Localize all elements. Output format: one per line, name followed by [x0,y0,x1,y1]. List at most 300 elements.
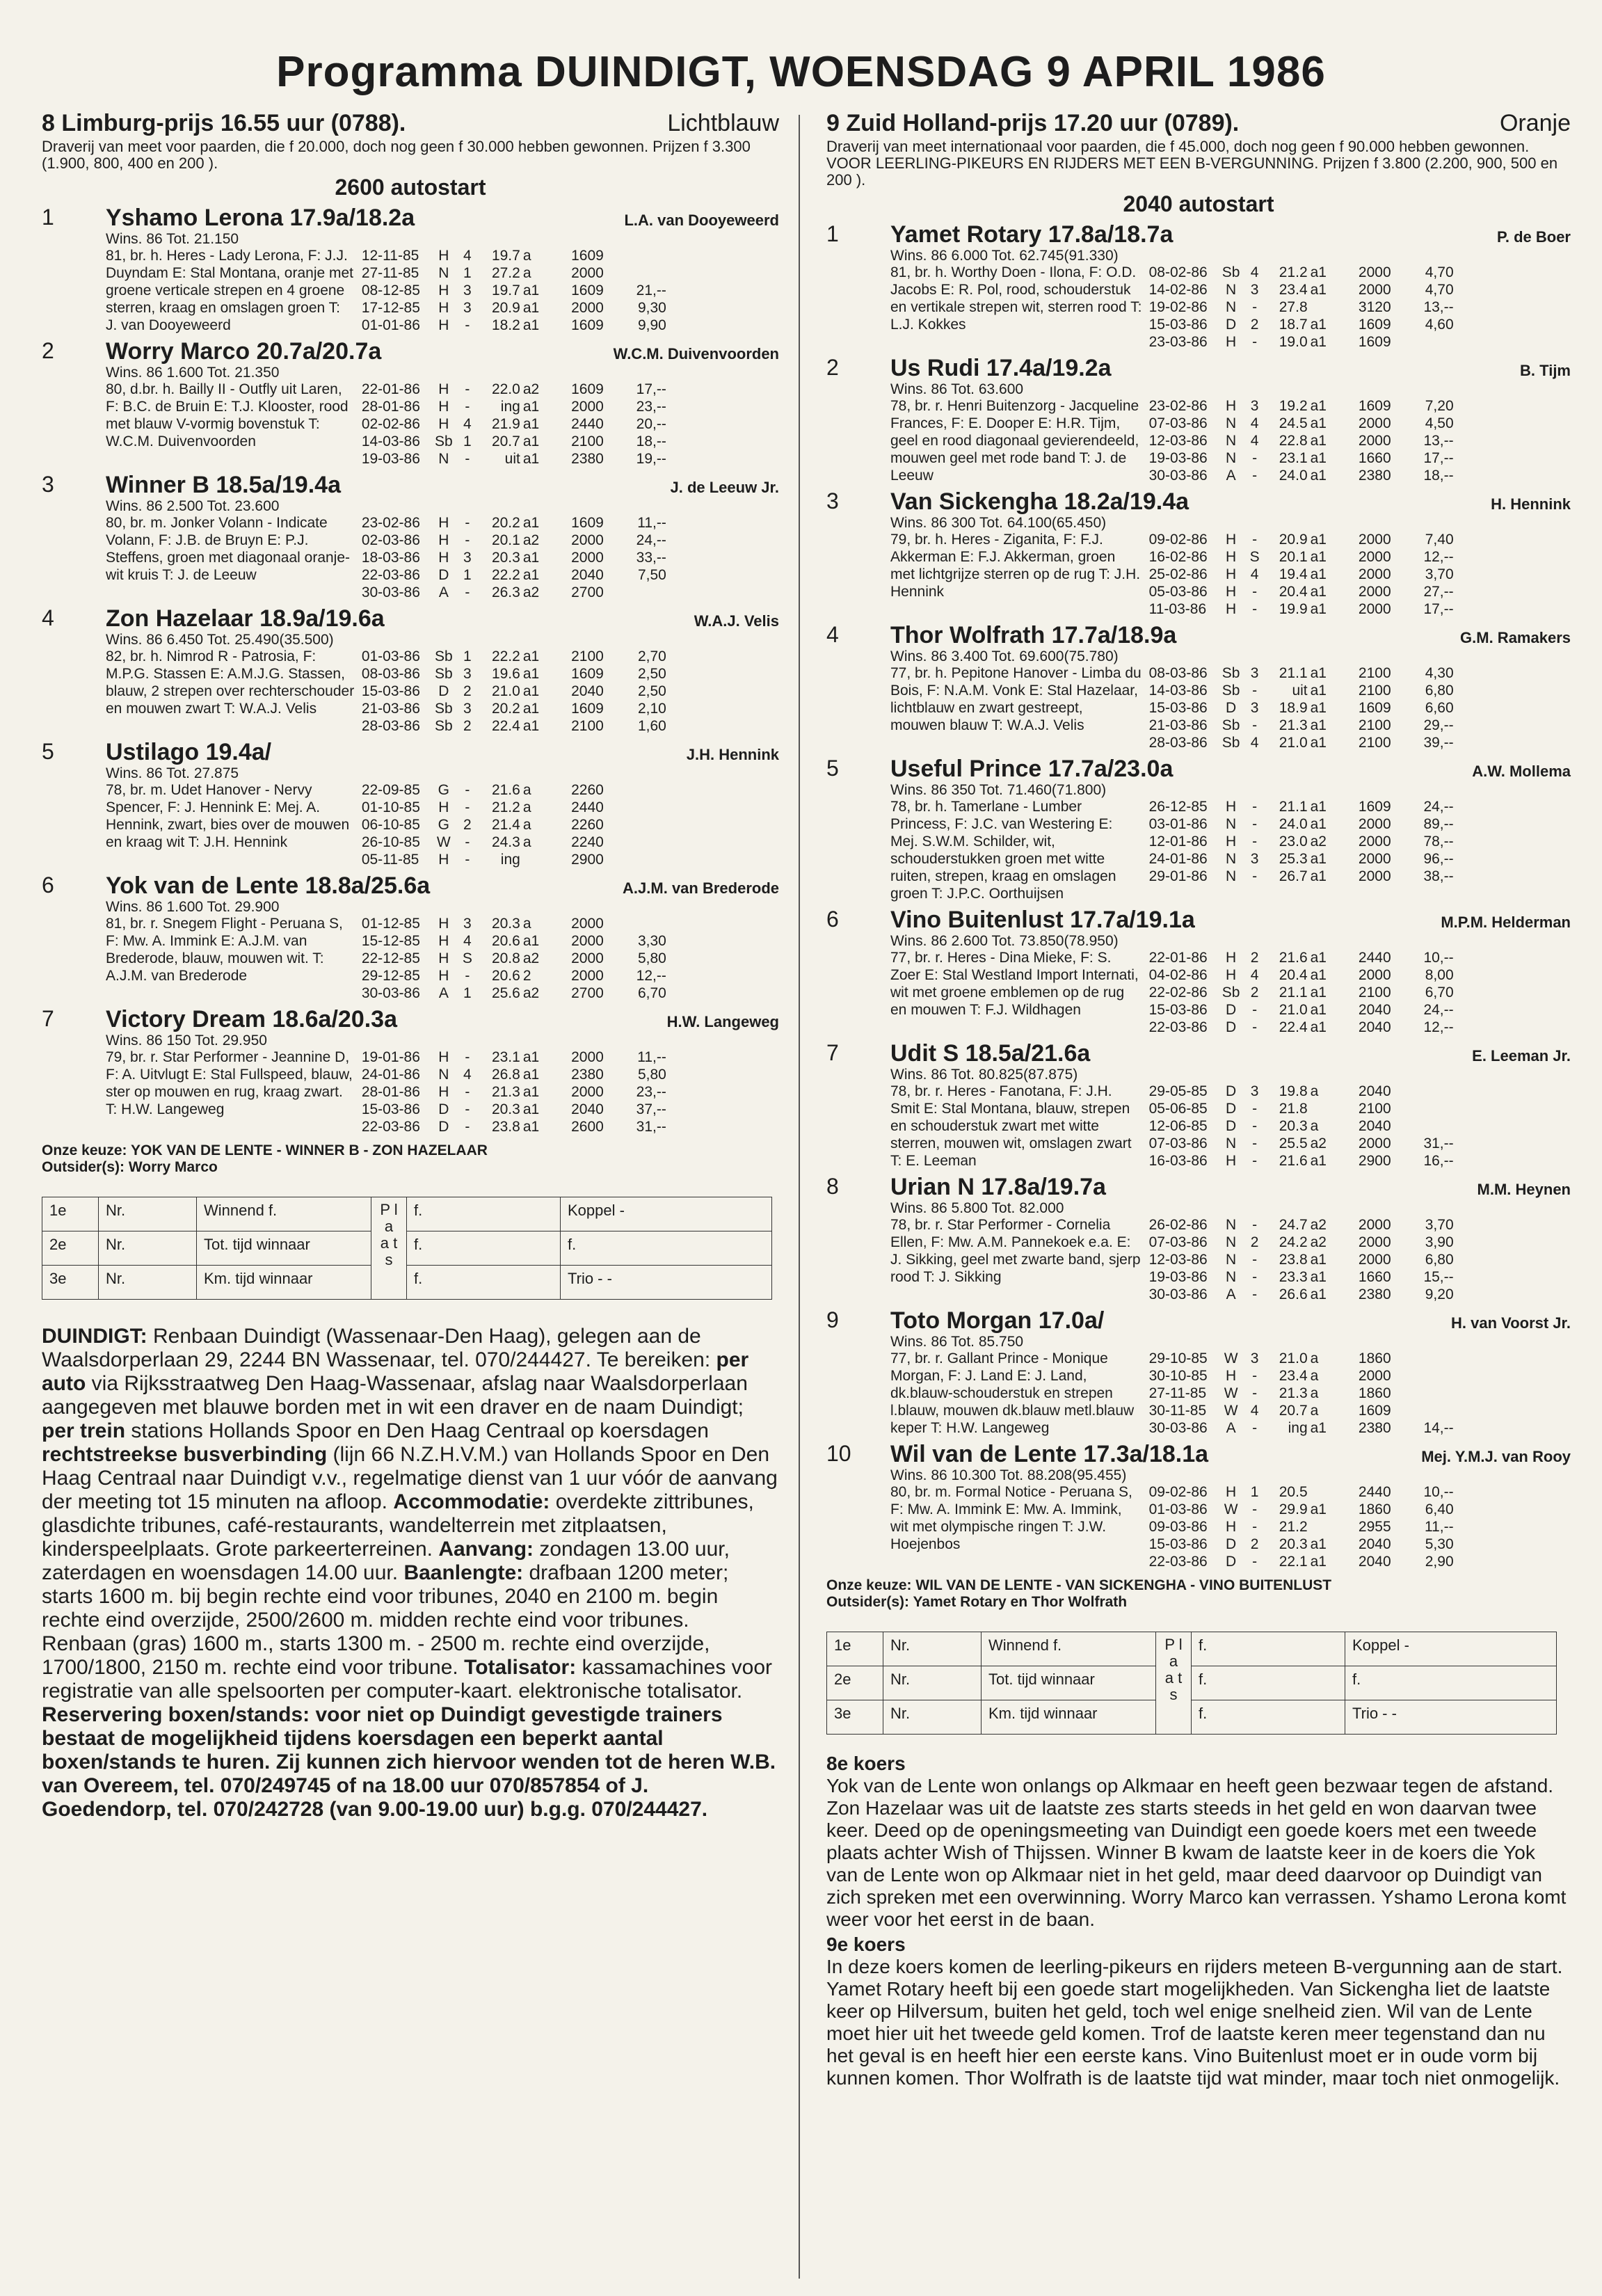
result-cell: D [438,1101,449,1117]
result-cell: 24-01-86 [361,1067,420,1083]
horse-trainer: M.M. Heynen [1477,1181,1571,1198]
result-cell: 22.0 [491,381,520,397]
cell-winner: Winnend f. [197,1197,371,1231]
horse-description: 78, br. r. Henri Buitenzorg - Jacqueline Frances, F: E. Dooper E: H.R. Tijm, geel en rood diagonaal gevierendeeld, mouwen geel met rode band T: J. de Leeuw [890,398,1139,484]
cell-number: Nr. [99,1197,197,1231]
result-cell: - [1252,799,1258,815]
our-choice: Onze keuze: WIL VAN DE LENTE - VAN SICKENGHA - VINO BUITENLUST [826,1577,1332,1593]
result-table [826,1632,1557,1735]
result-cell: D [1226,317,1237,333]
result-cell: 2040 [571,567,604,583]
result-cell: 27-11-85 [361,265,419,281]
result-cell: 17,-- [1423,601,1454,617]
result-cell: 26.8 [491,1067,520,1083]
horse-number: 6 [826,907,839,932]
result-cell: 21-03-86 [361,701,420,717]
race-color: Lichtblauw [667,110,779,136]
horse-top [890,1040,1571,1067]
result-cell: Sb [434,701,453,717]
result-cell [1308,1100,1336,1117]
result-cell: 2000 [1358,264,1391,280]
page-title: Programma DUINDIGT, WOENSDAG 9 APRIL 1986 [276,48,1326,96]
horse-description: 80, d.br. h. Bailly II - Outfly uit Laren, F: B.C. de Bruin E: T.J. Klooster, rood met blauw V-vormig bovenstuk T: W.C.M. Duivenvoorden [106,381,349,449]
result-cell: a1 [522,701,540,717]
result-cell: H [1226,967,1237,983]
horse-rows [890,664,1571,751]
result-cell: 1609 [1358,334,1391,350]
result-cell: H [438,799,449,815]
horse-results [1149,531,1571,618]
horse-results [1149,1350,1571,1437]
result-row [362,1049,779,1066]
result-cell: a2 [522,381,540,397]
result-row [1149,1117,1571,1135]
info-tot-label: Totalisator: [464,1656,577,1679]
result-cell: 1860 [1358,1385,1391,1401]
result-row [1149,1100,1571,1117]
result-row [1149,467,1571,484]
result-row [362,433,779,450]
result-cell: 4,60 [1425,317,1454,333]
result-cell: a1 [1310,1420,1327,1436]
result-cell: 2100 [571,648,604,664]
result-cell: 2,50 [637,683,666,699]
horse-top [890,355,1571,382]
result-cell: 1860 [1358,1501,1391,1517]
result-cell: 2380 [1358,1420,1391,1436]
result-row [362,932,779,950]
result-cell: N [1226,1234,1237,1250]
horse-winnings: Wins. 86 6.450 Tot. 25.490(35.500) [106,632,334,648]
result-cell: 6,60 [1425,700,1454,716]
result-cell: 22-12-85 [361,950,420,966]
result-cell: 04-02-86 [1148,967,1208,983]
result-cell [604,264,666,282]
result-cell: A [1226,1420,1236,1436]
result-cell: H [1226,799,1237,815]
result-cell: 13,-- [1423,299,1454,315]
result-cell: 5,30 [1425,1536,1454,1552]
result-cell: a [522,799,531,815]
result-row [1149,1419,1571,1437]
horse-name: Ustilago 19.4a/ [106,739,272,765]
result-cell: 09-03-86 [1148,1519,1208,1535]
result-cell: - [1252,1501,1258,1517]
result-cell: 1609 [571,701,604,717]
result-cell: 2040 [571,683,604,699]
horse-description: 82, br. h. Nimrod R - Patrosia, F: M.P.G. Stassen E: A.M.J.G. Stassen, blauw, 2 strepen over rechterschouder en mouwen zwart T: W.A.J. Velis [106,648,355,717]
result-cell: 2380 [571,1067,604,1083]
result-cell: - [465,968,470,984]
info-bus: (lijn 66 N.Z.H.V.M.) van Hollands Spoor en Den Haag Centraal naar Duindigt v.v., regelmatige dienst van 1 uur vóór de aanvang der meeting tot 15 minuten na afloop. [42,1443,778,1513]
result-cell: 24-01-86 [1148,851,1208,867]
result-cell: 4 [1250,735,1259,751]
result-cell: 2 [1250,984,1259,1000]
result-cell: 1609 [571,317,604,333]
result-cell: 08-02-86 [1148,264,1208,280]
horse-rows [890,1483,1571,1570]
left-column [42,110,779,1821]
result-cell: 2000 [1358,415,1391,431]
result-row [1149,1483,1571,1501]
result-cell: H [438,416,449,432]
horse-winnings: Wins. 86 Tot. 21.150 [106,231,239,247]
result-cell: 7,20 [1425,398,1454,414]
result-cell: 2000 [571,532,604,548]
result-cell: N [1226,282,1237,298]
result-cell: 22-01-86 [1148,950,1208,966]
result-cell: 01-03-86 [361,648,420,664]
result-cell: - [1252,532,1258,548]
horse-name: Useful Prince 17.7a/23.0a [890,756,1174,782]
result-cell: - [1252,1135,1258,1151]
result-cell: 15,-- [1423,1269,1454,1285]
result-cell: 2000 [1358,282,1391,298]
result-cell: 37,-- [636,1101,666,1117]
horse-description: 79, br. r. Star Performer - Jeannine D, F: A. Uitvlugt E: Stal Fullspeed, blauw, ster op mouwen en rug, kraag zwart. T: H.W. Langeweg [106,1049,353,1117]
result-cell: 29,-- [1423,717,1454,733]
result-cell: 24.2 [1279,1234,1308,1250]
result-cell: 2040 [1358,1536,1391,1552]
result-cell: H [1226,834,1237,850]
result-cell: N [1226,1217,1237,1233]
horse-trainer: H.W. Langeweg [666,1013,779,1030]
result-cell: a1 [1310,683,1327,699]
result-cell: a [1310,1368,1319,1384]
result-row [1149,1152,1571,1170]
result-cell: - [1252,1368,1258,1384]
result-cell: 01-01-86 [361,317,420,333]
result-cell: 2440 [1358,950,1391,966]
result-cell: 30-11-85 [1148,1403,1207,1419]
result-cell: H [438,399,449,415]
result-cell: - [1252,334,1258,350]
info-duindigt-label: DUINDIGT: [42,1325,147,1348]
result-cell: H [438,248,449,264]
result-cell: 1 [463,648,472,664]
horse-top [890,1307,1571,1334]
result-cell: 15-03-86 [361,1101,420,1117]
cell-number: Nr. [883,1632,982,1666]
result-table [42,1197,772,1300]
result-cell: - [1252,1019,1258,1035]
result-cell: 01-03-86 [1148,1501,1208,1517]
cell-koppel: f. [1345,1666,1557,1700]
result-cell: 19.2 [1279,398,1308,414]
result-cell: a1 [522,399,540,415]
result-cell: 15-03-86 [1148,1536,1208,1552]
horse-description: 78, br. r. Heres - Fanotana, F: J.H. Smit E: Stal Montana, blauw, strepen en schouderstuk zwart met witte sterren, mouwen wit, omslagen zwart T: E. Leeman [890,1083,1132,1169]
result-cell: H [1226,566,1237,582]
result-cell: D [438,683,449,699]
cell-position: 1e [42,1197,99,1231]
result-cell: 27,-- [1423,584,1454,600]
result-cell: N [1226,299,1237,315]
result-cell: 1609 [571,248,604,264]
result-row [1149,833,1571,850]
result-cell [520,851,548,868]
result-cell: 2 [1250,317,1259,333]
horse-top [890,1174,1571,1201]
result-cell: a1 [1310,398,1327,414]
result-cell: 12,-- [636,968,666,984]
result-row [362,1066,779,1083]
race-color: Oranje [1499,110,1571,136]
result-cell: a1 [1310,468,1327,484]
result-cell: 19-01-86 [361,1049,420,1065]
result-cell: 28-01-86 [361,1084,420,1100]
horse-description: 80, br. m. Formal Notice - Peruana S, F: Mw. A. Immink E: Mw. A. Immink, wit met olympische ringen T: J.W. Hoejenbos [890,1484,1132,1552]
result-row [362,665,779,683]
result-cell: 2040 [571,1101,604,1117]
result-cell: 24.3 [491,834,520,850]
horse-description: 77, br. h. Pepitone Hanover - Limba du Bois, F: N.A.M. Vonk E: Stal Hazelaar, lichtblauw en zwart gestreept, mouwen blauw T: W.A.J. Velis [890,665,1142,733]
cell-number: Nr. [883,1666,982,1700]
horse-rows [106,915,779,1002]
result-cell: 8,00 [1425,967,1454,983]
result-cell: 2700 [571,584,604,600]
result-cell: 3,90 [1425,1234,1454,1250]
cell-koppel: Trio - - [1345,1700,1557,1735]
result-cell: W [1224,1385,1238,1401]
horse-entry [826,622,1571,751]
result-cell: 3120 [1358,299,1391,315]
result-cell: 2000 [1358,851,1391,867]
result-cell: 33,-- [636,550,666,566]
result-cell: ing [500,399,520,415]
result-cell: 3 [463,916,472,932]
horse-top [106,872,779,900]
horse-number: 6 [42,872,54,898]
result-cell: 2440 [571,799,604,815]
horse-number: 1 [42,205,54,230]
result-cell: a1 [1310,665,1327,681]
horse-top [890,488,1571,516]
result-row [1149,682,1571,699]
horse-rows [890,1350,1571,1437]
result-cell: 19-03-86 [1148,1269,1208,1285]
result-row [362,816,779,834]
result-cell: 9,30 [637,300,666,316]
result-cell: a1 [1310,1501,1327,1517]
result-cell: 20.9 [491,300,520,316]
race-distance: 2040 autostart [1123,191,1274,216]
result-cell: 06-10-85 [361,817,420,833]
result-cell: 17,-- [636,381,666,397]
info-aanvang-label: Aanvang: [438,1538,534,1561]
result-cell: 5,80 [637,950,666,966]
race-header [826,110,1571,137]
result-cell: 20.5 [1279,1484,1308,1500]
result-cell: 22-01-86 [361,381,420,397]
horse-number: 8 [826,1174,839,1199]
result-cell: 01-12-85 [361,916,420,932]
result-cell: 2000 [1358,1252,1391,1268]
result-cell: a1 [1310,282,1327,298]
result-cell: - [1252,683,1258,699]
result-cell: 25.6 [491,985,520,1001]
horse-results [1149,664,1571,751]
result-row [362,566,779,584]
result-cell: 23.8 [491,1119,520,1135]
result-cell: a1 [522,317,540,333]
result-cell: 09-02-86 [1148,1484,1208,1500]
result-cell: - [465,515,470,531]
result-row [1149,333,1571,351]
horse-entry [42,605,779,735]
result-cell: a2 [522,950,540,966]
result-cell: 22.1 [1279,1554,1308,1570]
result-cell: 22.2 [491,648,520,664]
info-trein-label: per trein [42,1419,126,1442]
result-cell: 6,80 [1425,683,1454,699]
result-cell: 4 [1250,264,1259,280]
result-cell: 6,70 [1425,984,1454,1000]
result-cell: 2040 [1358,1083,1391,1099]
result-cell: 4 [1250,967,1259,983]
result-table-row [827,1666,1557,1700]
result-cell: 27.2 [491,265,520,281]
result-cell: 11,-- [637,515,666,531]
result-row [1149,1001,1571,1019]
horse-entry [826,1174,1571,1303]
horse-number: 4 [826,622,839,647]
horse-results [1149,1083,1571,1170]
result-cell: - [465,1119,470,1135]
horse-name: Us Rudi 17.4a/19.2a [890,355,1112,381]
result-row [362,584,779,601]
result-cell: 24.0 [1279,816,1308,832]
result-cell: 2100 [571,718,604,734]
result-cell: G [438,817,449,833]
result-cell: a1 [522,416,540,432]
result-cell: 1609 [1358,1403,1391,1419]
result-cell: 2100 [1358,984,1391,1000]
result-cell: 1 [463,985,472,1001]
horse-entry [826,1040,1571,1170]
horse-entry [42,739,779,868]
horse-winnings: Wins. 86 5.800 Tot. 82.000 [890,1200,1064,1216]
result-cell: 1 [1250,1484,1259,1500]
cell-f: f. [407,1266,561,1300]
result-cell: 22-09-85 [361,782,420,798]
result-cell: H [1226,549,1237,565]
result-row [1149,1268,1571,1286]
result-cell: a1 [522,282,540,298]
horse-trainer: W.C.M. Duivenvoorden [613,345,779,362]
result-cell: - [1252,584,1258,600]
result-cell: 2000 [1358,1217,1391,1233]
result-cell: 20.2 [491,701,520,717]
commentary-text: Yok van de Lente won onlangs op Alkmaar en heeft geen bezwaar tegen de afstand. Zon Hazelaar was uit de laatste zes starts steeds in het geld en won daarvan twee keer. Deed op de openingsmeeting van Duindigt een goede koers met een tweede plaats achter Wish of Thijssen. Winner B kwam de laatste keer in de koers die Yok van de Lente won op Alkmaar niet in het geld, maar deed daarvoor op Duindigt van zich spreken met een overwinning. Worry Marco kan verrassen. Yshamo Lerona komt weer voor het eerst in de baan. [826,1775,1567,1930]
result-cell: a1 [522,648,540,664]
result-row [1149,432,1571,449]
horse-description: 78, br. m. Udet Hanover - Nervy Spencer, F: J. Hennink E: Mej. A. Hennink, zwart, bies over de mouwen en kraag wit T: J.H. Hennink [106,782,350,850]
result-cell: a1 [1310,1554,1327,1570]
result-cell: N [1226,868,1237,884]
result-cell: 6,40 [1425,1501,1454,1517]
result-cell: - [465,1049,470,1065]
result-cell: 21.6 [491,782,520,798]
column-divider [799,115,800,2279]
result-cell: H [438,282,449,298]
result-cell: 29-05-85 [1148,1083,1208,1099]
result-cell [1391,1385,1454,1402]
result-cell: a1 [1310,950,1327,966]
result-cell: 21.9 [491,416,520,432]
result-cell: 2380 [1358,468,1391,484]
result-cell: a2 [522,584,540,600]
result-cell: - [1252,1554,1258,1570]
result-cell: S [1249,549,1260,565]
result-row [362,247,779,264]
result-cell: 20.6 [491,968,520,984]
cell-position: 1e [827,1632,883,1666]
result-cell: a2 [1310,1234,1327,1250]
result-cell: a2 [1310,1135,1327,1151]
result-cell: A [438,584,449,600]
result-cell: 2 [1250,1536,1259,1552]
cell-number: Nr. [883,1700,982,1735]
result-cell: 1609 [571,381,604,397]
horse-rows [106,514,779,601]
result-cell: - [465,799,470,815]
horse-winnings: Wins. 86 300 Tot. 64.100(65.450) [890,515,1107,531]
result-row [362,317,779,334]
result-cell: H [438,300,449,316]
result-cell: 1609 [571,515,604,531]
result-cell [1391,333,1454,351]
result-cell: - [1252,1286,1258,1302]
horse-winnings: Wins. 86 1.600 Tot. 21.350 [106,365,280,381]
result-cell: 2000 [1358,834,1391,850]
result-cell: 13,-- [1423,433,1454,449]
result-row [1149,1216,1571,1234]
result-cell: H [1226,1484,1237,1500]
horse-results [362,247,779,334]
result-cell: 19.4 [1279,566,1308,582]
result-cell: 3 [1250,665,1259,681]
result-cell: 2000 [571,933,604,949]
result-cell: 18.9 [1279,700,1308,716]
result-cell: 15-03-86 [1148,317,1208,333]
horse-rows [890,798,1571,902]
result-cell: N [438,265,449,281]
result-row [1149,1019,1571,1036]
horse-results [362,781,779,868]
result-cell: 21.3 [1279,717,1308,733]
result-cell: ing [1288,1420,1308,1436]
result-cell: - [1252,1217,1258,1233]
result-cell: 2100 [1358,665,1391,681]
result-cell: H [438,916,449,932]
result-cell: 16-03-86 [1148,1153,1208,1169]
result-cell: - [465,532,470,548]
result-cell: a1 [1310,532,1327,548]
result-cell: H [438,515,449,531]
result-cell: 30-03-86 [361,985,420,1001]
result-cell: - [465,1084,470,1100]
result-cell: 1 [463,265,472,281]
horse-name: Yamet Rotary 17.8a/18.7a [890,221,1174,248]
result-cell: 2380 [571,451,604,467]
result-cell: 2100 [1358,717,1391,733]
result-cell: Sb [434,666,453,682]
result-cell: 2000 [1358,1368,1391,1384]
result-cell: a [522,834,531,850]
horse-rows [106,247,779,334]
result-cell [604,781,666,799]
